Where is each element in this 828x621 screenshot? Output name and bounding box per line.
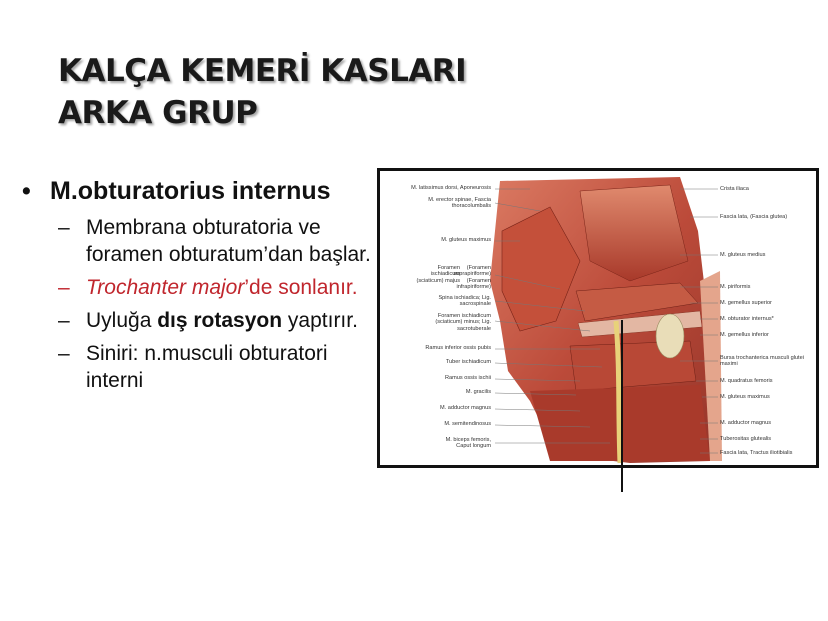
fig-label-crista-iliaca: Crista iliaca bbox=[720, 186, 749, 192]
fig-label-spina-ischiadica: Spina ischiadica; Lig. sacrospinale bbox=[438, 295, 491, 308]
fig-label-fascia-glutea: Fascia lata, (Fascia glutea) bbox=[720, 214, 788, 220]
insertion-text: ’de sonlanır. bbox=[244, 276, 358, 299]
fig-label-piriformis: M. piriformis bbox=[720, 284, 751, 290]
fig-label-gemellus-superior: M. gemellus superior bbox=[720, 300, 772, 306]
nerve-text: Siniri: n.musculi obturatori interni bbox=[86, 342, 328, 392]
dash-marker: – bbox=[58, 216, 70, 239]
fig-label-gracilis: M. gracilis bbox=[465, 389, 491, 395]
fig-label-latissimus: M. latissimus dorsi, Aponeurosis bbox=[411, 185, 491, 191]
fig-label-gemellus-inferior: M. gemellus inferior bbox=[720, 332, 769, 338]
action-text-b: yaptırır. bbox=[282, 309, 358, 332]
dash-marker: – bbox=[58, 309, 70, 332]
sub-bullet-action bbox=[22, 307, 372, 334]
fig-label-gluteus-maximus: M. gluteus maximus bbox=[441, 237, 491, 243]
fig-label-ramus-ischii: Ramus ossis ischii bbox=[444, 375, 491, 381]
sub-bullet-insertion bbox=[22, 274, 372, 301]
fig-label-tuberositas-glutealis: Tuberositas glutealis bbox=[720, 436, 772, 442]
slide-title-line-1: KALÇA KEMERİ KASLARI bbox=[58, 53, 467, 89]
dash-marker: – bbox=[58, 276, 70, 299]
bullet-list bbox=[22, 174, 372, 394]
insertion-term: Trochanter major bbox=[86, 276, 245, 299]
sub-bullet-nerve bbox=[22, 340, 372, 394]
origin-text: Membrana obturatoria ve foramen obturatum’dan başlar. bbox=[86, 216, 371, 266]
main-bullet bbox=[22, 174, 372, 208]
slide-title bbox=[58, 50, 466, 134]
fig-label-foramen-supra-infra: (Foramen suprapiriforme) (Foramen infrapiriforme) bbox=[453, 265, 491, 291]
fig-label-adductor-magnus-left: M. adductor magnus bbox=[440, 405, 491, 411]
fig-label-foramen-majus: Foramen ischiadicum (sciaticum) majus bbox=[416, 265, 460, 284]
bullet-marker: • bbox=[22, 177, 31, 205]
fig-label-bursa-trochanterica: Bursa trochanterica musculi glutei maximi bbox=[720, 355, 804, 368]
fig-label-gluteus-medius: M. gluteus medius bbox=[720, 252, 766, 258]
fig-label-foramen-minus: Foramen ischiadicum (sciaticum) minus; Lig. sacrotuberale bbox=[435, 313, 491, 332]
fig-label-erector-spinae: M. erector spinae, Fascia thoracolumbalis bbox=[428, 197, 491, 210]
anatomy-figure bbox=[377, 168, 819, 468]
fig-label-gluteus-maximus-right: M. gluteus maximus bbox=[720, 394, 770, 400]
sub-bullet-origin bbox=[22, 214, 372, 268]
action-emphasis: dış rotasyon bbox=[157, 309, 283, 332]
fig-label-biceps-femoris: M. biceps femoris, Caput longum bbox=[445, 437, 491, 450]
fig-label-semitendinosus: M. semitendinosus bbox=[444, 421, 491, 427]
fig-label-tuber-ischiadicum: Tuber ischiadicum bbox=[445, 359, 491, 365]
action-text-a: Uyluğa bbox=[86, 309, 158, 332]
dash-marker: – bbox=[58, 342, 70, 365]
pointer-line bbox=[621, 320, 623, 492]
slide-title-line-2: ARKA GRUP bbox=[58, 95, 258, 131]
fig-label-tractus-iliotibialis: Fascia lata, Tractus iliotibialis bbox=[720, 450, 793, 456]
fig-label-ramus-pubis: Ramus inferior ossis pubis bbox=[425, 345, 491, 351]
bullet-heading: M.obturatorius internus bbox=[50, 177, 331, 205]
fig-label-adductor-magnus-right: M. adductor magnus bbox=[720, 420, 771, 426]
fig-label-obturator-internus: M. obturator internus* bbox=[720, 316, 774, 322]
fig-label-quadratus-femoris: M. quadratus femoris bbox=[720, 378, 773, 384]
